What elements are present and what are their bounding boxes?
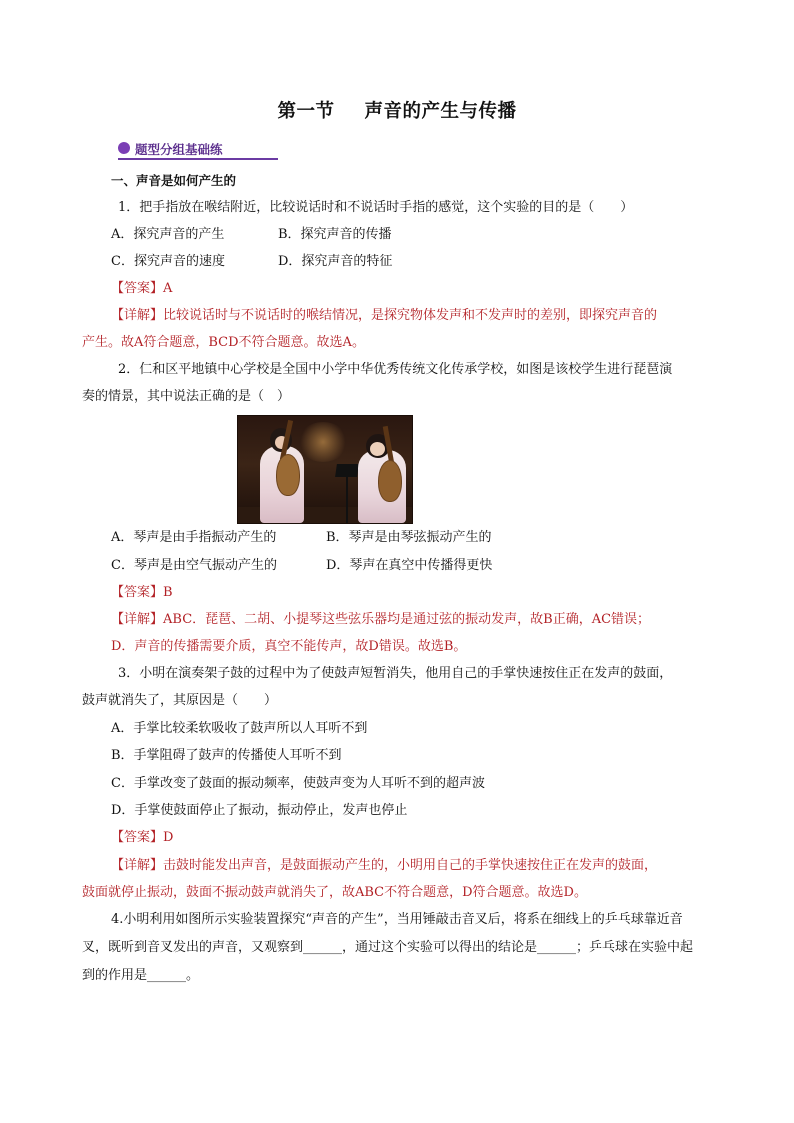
q1-detail-line2: 产生。故A符合题意，BCD不符合题意。故选A。 <box>82 335 365 350</box>
answer-tag: 【答案】 <box>111 830 164 845</box>
q4-line1: 4.小明利用如图所示实验装置探究“声音的产生”，当用锤敲击音叉后，将系在细线上的乒乓球靠近音 <box>111 912 683 927</box>
q3-detail-line1 <box>111 857 657 875</box>
detail-tag: 【详解】 <box>111 308 164 323</box>
q2-answer-value: B <box>163 585 173 600</box>
q2-stem-line1: 2．仁和区平地镇中心学校是全国中小学中华优秀传统文化传承学校，如图是该校学生进行琵琶演 <box>118 362 673 377</box>
bullet-dot-icon <box>118 142 130 154</box>
q3-detail-line2: 鼓面就停止振动，鼓面不振动鼓声就消失了，故ABC不符合题意，D符合题意。故选D。 <box>82 885 587 900</box>
q2-detail-line1 <box>111 611 650 629</box>
q2-option-b: B．琴声是由琴弦振动产生的 <box>326 530 492 545</box>
pipa-performance-photo <box>237 415 413 524</box>
q3-stem-line2: 鼓声就消失了，其原因是（ ） <box>82 693 278 708</box>
title-part1: 第一节 <box>277 101 335 122</box>
q3-option-b: B．手掌阻碍了鼓声的传播使人耳听不到 <box>111 748 342 763</box>
answer-tag: 【答案】 <box>111 281 164 296</box>
q1-detail-text1: 比较说话时与不说话时的喉结情况，是探究物体发声和不发声时的差别，即探究声音的 <box>163 308 658 323</box>
q2-detail-line2: D．声音的传播需要介质，真空不能传声，故D错误。故选B。 <box>111 639 467 654</box>
q1-stem: 1．把手指放在喉结附近，比较说话时和不说话时手指的感觉，这个实验的目的是（ ） <box>118 200 634 215</box>
q2-detail-text1: ABC．琵琶、二胡、小提琴这些弦乐器均是通过弦的振动发声，故B正确，AC错误； <box>163 612 651 627</box>
q2-option-c: C．琴声是由空气振动产生的 <box>111 558 277 573</box>
q2-options-row1 <box>111 529 492 547</box>
section-tag-label: 题型分组基础练 <box>135 142 223 157</box>
q2-option-a: A．琴声是由手指振动产生的 <box>111 530 277 545</box>
q4-line2: 叉，既听到音叉发出的声音，又观察到______，通过这个实验可以得出的结论是______；乒乓球在实验中起 <box>82 940 694 955</box>
section-underline <box>118 158 278 160</box>
q3-detail-text1: 击鼓时能发出声音，是鼓面振动产生的，小明用自己的手掌快速按住正在发声的鼓面， <box>163 858 658 873</box>
section-tag <box>118 140 278 157</box>
q2-stem-line2: 奏的情景，其中说法正确的是（ ） <box>82 389 291 404</box>
q2-options-row2 <box>111 557 493 575</box>
section-heading: 一、声音是如何产生的 <box>111 173 237 188</box>
q1-answer-value: A <box>163 281 173 296</box>
detail-tag: 【详解】 <box>111 858 164 873</box>
q3-stem-line1: 3．小明在演奏架子鼓的过程中为了使鼓声短暂消失，他用自己的手掌快速按住正在发声的鼓面， <box>118 666 673 681</box>
title-part2: 声音的产生与传播 <box>364 101 517 122</box>
q4-line3: 到的作用是______。 <box>82 968 200 983</box>
q2-answer <box>111 584 173 602</box>
detail-tag: 【详解】 <box>111 612 164 627</box>
page-title <box>0 97 794 123</box>
q3-answer-value: D <box>163 830 174 845</box>
answer-tag: 【答案】 <box>111 585 164 600</box>
q1-options-row2 <box>111 253 393 271</box>
q1-option-c: C．探究声音的速度 <box>111 254 225 269</box>
q1-option-d: D．探究声音的特征 <box>278 254 393 269</box>
q3-option-c: C．手掌改变了鼓面的振动频率，使鼓声变为人耳听不到的超声波 <box>111 776 485 791</box>
q3-option-d: D．手掌使鼓面停止了振动，振动停止，发声也停止 <box>111 803 408 818</box>
q1-detail-line1 <box>111 307 657 325</box>
q3-option-a: A．手掌比较柔软吸收了鼓声所以人耳听不到 <box>111 721 368 736</box>
q1-option-a: A．探究声音的产生 <box>111 227 225 242</box>
q1-option-b: B．探究声音的传播 <box>278 227 392 242</box>
q1-options-row1 <box>111 226 392 244</box>
q2-option-d: D．琴声在真空中传播得更快 <box>326 558 493 573</box>
q3-answer <box>111 829 173 847</box>
q1-answer <box>111 280 172 298</box>
